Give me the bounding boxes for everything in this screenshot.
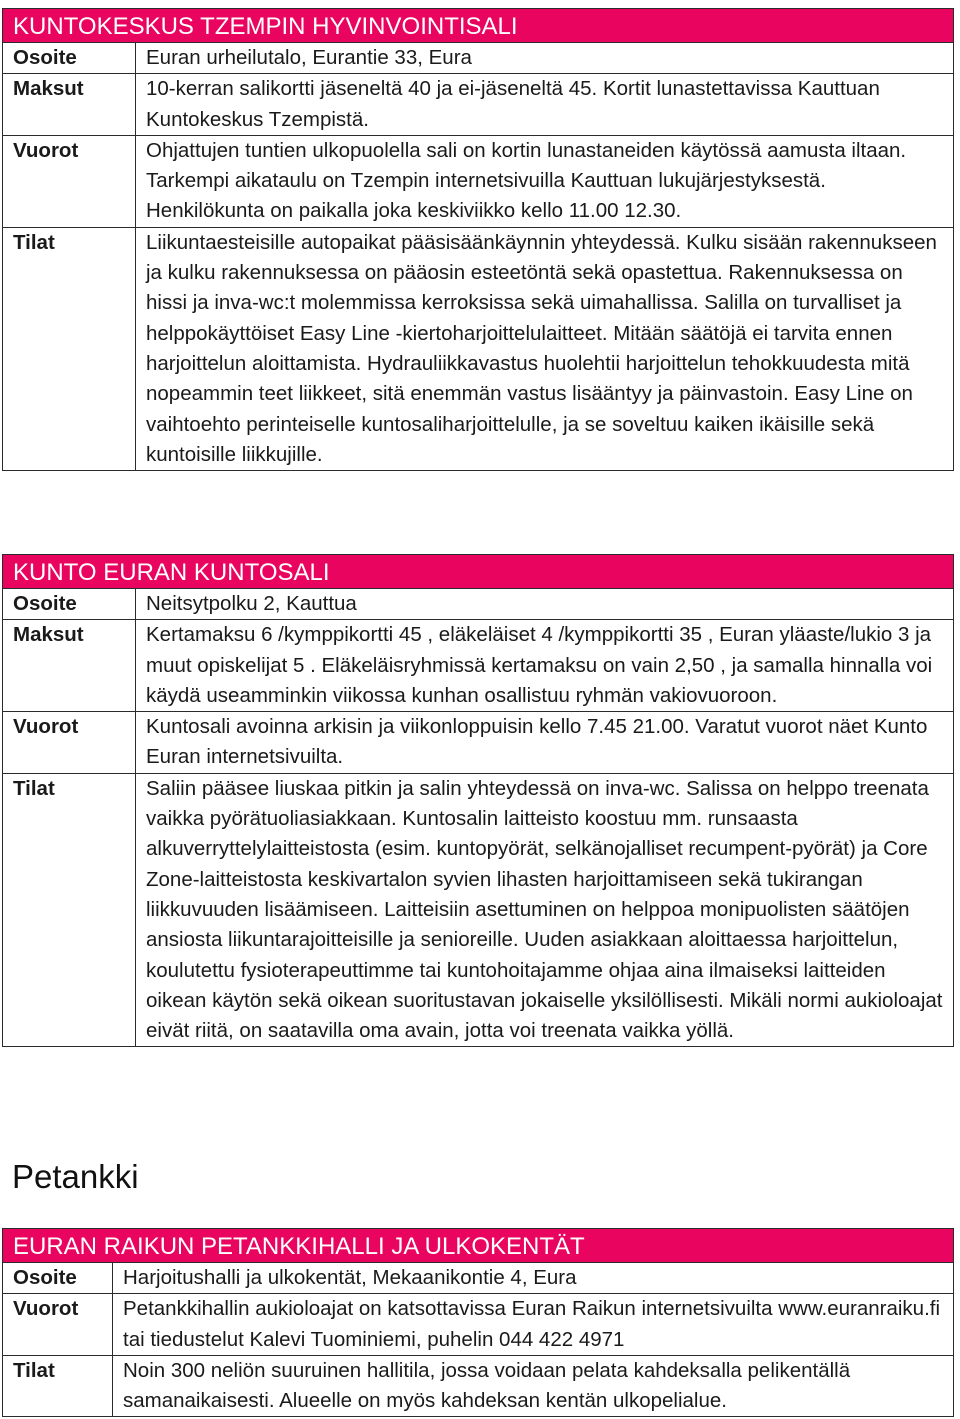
section-heading-petankki: Petankki (12, 1158, 139, 1195)
row-label: Tilat (3, 773, 136, 1047)
row-value: Ohjattujen tuntien ulkopuolella sali on kortin lunastaneiden käytössä aamusta iltaan. Tarkempi aikataulu on Tzempin internetsivuilla Kauttuan lukujärjestyksestä. Henkilökunta on paikalla joka keskiviikko kello 11.00 12.30. (136, 135, 954, 227)
facility-tzempin (2, 8, 954, 471)
row-value: Petankkihallin aukioloajat on katsottavissa Euran Raikun internetsivuilta www.euranraiku.fi tai tiedustelut Kalevi Tuominiemi, puhelin 044 422 4971 (113, 1294, 954, 1356)
row-label: Vuorot (3, 1294, 113, 1356)
table-row (3, 1294, 954, 1356)
facility-table (2, 8, 954, 471)
row-label: Vuorot (3, 135, 136, 227)
facility-title: KUNTOKESKUS TZEMPIN HYVINVOINTISALI (3, 9, 954, 43)
row-label: Maksut (3, 74, 136, 136)
table-row (3, 589, 954, 620)
table-row (3, 620, 954, 712)
table-row (3, 43, 954, 74)
row-value: 10-kerran salikortti jäseneltä 40 ja ei-jäseneltä 45. Kortit lunastettavissa Kauttuan Kuntokeskus Tzempistä. (136, 74, 954, 136)
row-value: Liikuntaesteisille autopaikat pääsisäänkäynnin yhteydessä. Kulku sisään rakennukseen ja kulku rakennuksessa on pääosin esteetöntä sekä opastettua. Rakennuksessa on hissi ja inva-wc:t molemmissa kerroksissa sekä uimahallissa. Salilla on turvalliset ja helppokäyttöiset Easy Line -kiertoharjoittelulaitteet. Mitään säätöjä ei tarvita ennen harjoittelun aloittamista. Hydrauliikkavastus huolehtii harjoittelun tehokkuudesta mitä nopeammin teet liikkeet, sitä enemmän vastus lisääntyy ja päinvastoin. Easy Line on vaihtoehto perinteiselle kuntosaliharjoittelulle, ja se soveltuu kaiken ikäisille sekä kuntoisille liikkujille. (136, 227, 954, 470)
row-label: Osoite (3, 589, 136, 620)
table-row (3, 712, 954, 774)
row-value: Kuntosali avoinna arkisin ja viikonloppuisin kello 7.45 21.00. Varatut vuorot näet Kunto Euran internetsivuilta. (136, 712, 954, 774)
facility-table (2, 1228, 954, 1417)
row-value: Saliin pääsee liuskaa pitkin ja salin yhteydessä on inva-wc. Salissa on helppo treenata vaikka pyörätuoliasiakkaan. Kuntosalin laitteisto koostuu mm. runsaasta alkuverryttelylaitteistosta (esim. kuntopyörät, selkänojalliset recumpent-pyörät) ja Core Zone-laitteistosta keskivartalon syvien lihasten harjoittamiseen sekä tukirangan liikkuvuuden lisäämiseen. Laitteisiin asettuminen on helppoa monipuolisten säätöjen ansiosta liikuntarajoitteisille ja senioreille. Uuden asiakkaan aloittaessa harjoittelun, koulutettu fysioterapeuttimme tai kuntohoitajamme ohjaa aina ilmaiseksi laitteiden oikean käytön sekä oikean suoritustavan jokaiselle yksilöllisesti. Mikäli normi aukioloajat eivät riitä, on saatavilla oma avain, jotta voi treenata vaikka yöllä. (136, 773, 954, 1047)
row-label: Tilat (3, 1355, 113, 1417)
facility-raiku-petanque (2, 1228, 954, 1417)
facility-title: KUNTO EURAN KUNTOSALI (3, 555, 954, 589)
row-value: Harjoitushalli ja ulkokentät, Mekaanikontie 4, Eura (113, 1263, 954, 1294)
table-row (3, 135, 954, 227)
table-row (3, 74, 954, 136)
row-value: Neitsytpolku 2, Kauttua (136, 589, 954, 620)
table-row (3, 1355, 954, 1417)
facility-kunto-eura (2, 554, 954, 1047)
row-label: Tilat (3, 227, 136, 470)
row-label: Osoite (3, 1263, 113, 1294)
row-label: Maksut (3, 620, 136, 712)
table-row (3, 227, 954, 470)
row-value: Euran urheilutalo, Eurantie 33, Eura (136, 43, 954, 74)
row-value: Kertamaksu 6 /kymppikortti 45 , eläkeläiset 4 /kymppikortti 35 , Euran yläaste/lukio 3 ja muut opiskelijat 5 . Eläkeläisryhmissä kertamaksu on vain 2,50 , ja samalla hinnalla voi käydä useamminkin viikossa kunhan osallistuu ryhmän vakiovuoroon. (136, 620, 954, 712)
facility-title: EURAN RAIKUN PETANKKIHALLI JA ULKOKENTÄT (3, 1229, 954, 1263)
table-row (3, 773, 954, 1047)
facility-table (2, 554, 954, 1047)
row-value: Noin 300 neliön suuruinen hallitila, jossa voidaan pelata kahdeksalla pelikentällä samanaikaisesti. Alueelle on myös kahdeksan kentän ulkopelialue. (113, 1355, 954, 1417)
table-row (3, 1263, 954, 1294)
row-label: Vuorot (3, 712, 136, 774)
row-label: Osoite (3, 43, 136, 74)
